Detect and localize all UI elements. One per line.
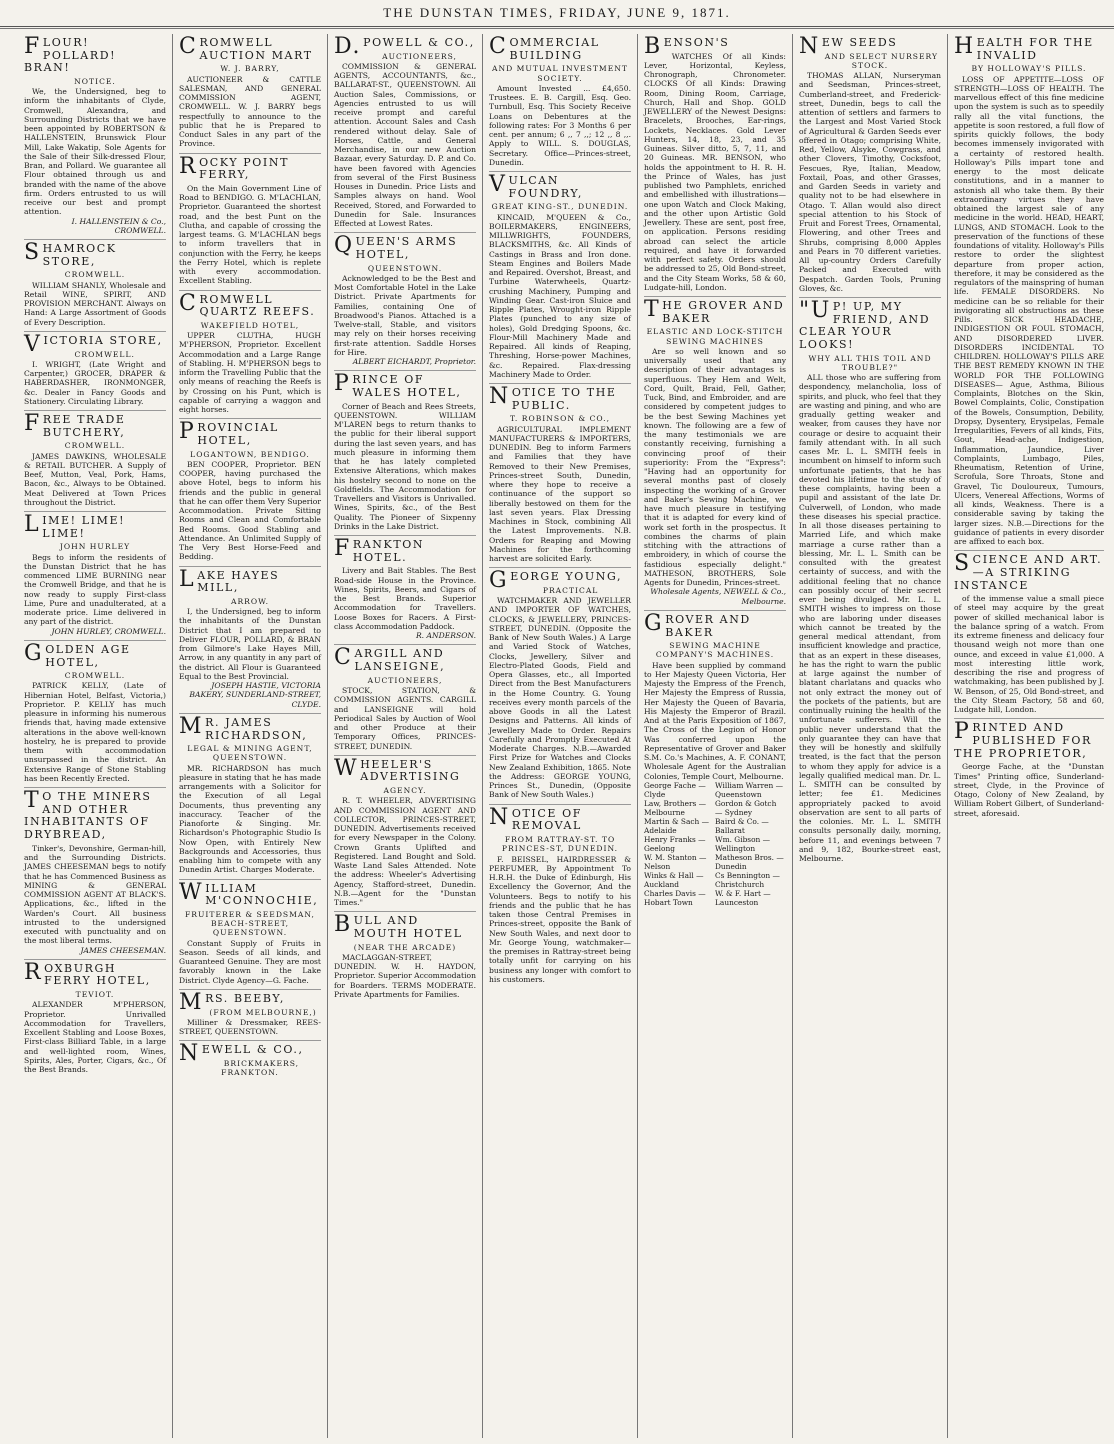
advertisement (489, 172, 631, 384)
ad-subheading: QUEENSTOWN. (367, 263, 443, 273)
column-3 (328, 34, 483, 1438)
advertisement (489, 805, 631, 988)
ad-heading: NOTICE TO THE PUBLIC. (489, 384, 617, 412)
ad-heading: WILLIAM M'CONNOCHIE, (179, 879, 319, 908)
ad-heading: BENSON'S (644, 34, 730, 59)
advertisement (179, 291, 321, 420)
advertisement (954, 551, 1104, 719)
ad-body: WATCHES Of all Kinds: Lever, Horizontal, Keyless, Chronograph, Chronometer. CLOCKS Of all Kinds: Drawing Room, Dining Room, Carriage, Church, Hall and Shop. GOLD JEWELLERY of the Newest Designs: Bracelets, Brooches, Ear-rings, Lockets, Necklaces. Gold Lever Hunters, 14, 18, 23, and 35 Guineas. Silver ditto, 5, 7, 11, and 20 Guineas. MR. BENSON, who holds the appointment to H. R. H. the Prince of Wales, has just published two Pamphlets, enriched and embellished with illustrations—one upon Watch and Clock Making, and the other upon Artistic Gold Jewellery. These are sent, post free, on application. Persons residing abroad can select the article required, and have it forwarded with perfect safety. Orders should be addressed to 25, Old Bond-street, and the City Steam Works, 58 & 60, Ludgate-hill, London. (644, 51, 786, 292)
advertisement (334, 912, 476, 1003)
ad-subheading: NOTICE. (74, 76, 116, 86)
column-2 (173, 34, 328, 1438)
ad-subheading: FRUITERER & SEEDSMAN, BEACH-STREET, QUEENSTOWN. (185, 909, 315, 938)
ad-signature: JOHN HURLEY, CROMWELL. (51, 626, 166, 636)
ad-subheading: (NEAR THE ARCADE) (353, 942, 457, 952)
ad-subheading: TEVIOT. (75, 990, 115, 1000)
ad-body: ALL those who are suffering from despondency, melancholia, loss of spirits, and pluck, who feel that they are wasting and pining, and who are gradually getting weaker and weaker, from causes they have nor courage or desire to acquaint their family attendant with. In all such cases Mr. L. L. SMITH feels in incumbent on himself to inform such unfortunate patients, that he has devoted his lifetime to the study of these complaints, having been a pupil and assistant of the late Dr. Culverwell, of London, who made these diseases his special practice. In all those diseases pertaining to Married Life, and which make marriage a curse rather than a blessing, Mr. L. L. Smith can be consulted with the greatest certainty of success, and with the additional feeling that no chance can possibly occur of their secret ever being divulged. Mr. L. L. SMITH wishes to impress on those who are laboring under diseases which cannot be treated by the general medical attendant, from insufficient knowledge and practice, that as an expert in these diseases, he has the right to warn the public at large against the number of blatant charlatans and quacks who not only extract the money out of the pockets of the patients, but are continually ruining the health of the unfortunate sufferers. Will the public never understand that the only guarantee they can have that they will be honestly and skilfully treated, is the fact that the person to whom they apply for advice is a legally qualified medical man. Dr. L. L. SMITH can be consulted by letter; fee £1. Medicines appropriately packed to avoid observation are sent to all parts of the colonies. Mr. L. L. SMITH consults personally daily, morning, before 11, and evenings between 7 and 9, 182, Bourke-street east, Melbourne. (799, 373, 941, 864)
ad-signature: ALBERT EICHARDT, Proprietor. (352, 357, 476, 367)
ad-body: Amount Invested ... £4,650. Trustees. E. B. Cargill, Esq. Geo. Turnbull, Esq. This Society Receive Loans on Debentures at the following rates: For 3 Months 6 per cent. per annum; 6 ,, 7 ,,; 12 ,, 8 ,,. Apply to WILL. S. DOUGLAS, Secretary. Office—Princes-street, Dunedin. (489, 83, 631, 167)
ad-subheading: FROM RATTRAY-ST. TO PRINCES-ST, DUNEDIN. (501, 835, 619, 854)
ad-subheading: LEGAL & MINING AGENT, QUEENSTOWN. (187, 744, 313, 763)
masthead: THE DUNSTAN TIMES, FRIDAY, JUNE 9, 1871. (0, 0, 1114, 27)
ad-heading: GROVER AND BAKER (644, 610, 751, 639)
retail-agent: Law, Brothers — Melbourne (644, 799, 707, 818)
advertisement (24, 960, 166, 1079)
advertisement (489, 384, 631, 568)
ad-subheading: AND MUTUAL INVESTMENT SOCIETY. (492, 64, 628, 83)
retail-agent: W. M. Stanton — Nelson (644, 853, 707, 872)
retail-agent: Gordon & Gotch — Sydney (715, 799, 777, 818)
ad-heading: PRINTED AND PUBLISHED FOR THE PROPRIETOR, (954, 719, 1092, 760)
retail-agents-list (644, 781, 786, 907)
advertisement (954, 34, 1104, 551)
advertisement (179, 154, 321, 291)
ad-heading: SCIENCE AND ART.—A STRIKING INSTANCE (954, 551, 1103, 592)
ad-heading: VICTORIA STORE, (24, 331, 163, 357)
ad-subheading: PRACTICAL (542, 585, 599, 595)
ad-heading: LAKE HAYES MILL, (179, 566, 280, 595)
ad-heading: NEW SEEDS (799, 34, 898, 59)
ad-subheading: WHY ALL THIS TOIL AND TROUBLE?" (808, 353, 932, 372)
ad-subheading: CROMWELL. (74, 349, 135, 359)
ad-heading: NEWELL & CO., (179, 1041, 304, 1067)
ad-subheading: ELASTIC AND LOCK-STITCH SEWING MACHINES (646, 327, 784, 346)
ad-body: Livery and Bait Stables. The Best Road-side House in the Province. Wines, Spirits, Beers, and Cigars of the Best Brands. Superior Accommodation for Travellers. Loose Boxes for Racers. A First-class Accommodation Paddock. (334, 566, 476, 631)
ad-heading: D.POWELL & CO., (334, 34, 475, 59)
advertisement (334, 536, 476, 645)
ad-heading: GEORGE YOUNG, (489, 568, 623, 594)
ad-subheading: LOGANTOWN, BENDIGO. (190, 449, 310, 459)
ad-body: JAMES DAWKINS, WHOLESALE & RETAIL BUTCHER. A Supply of Beef, Mutton, Veal, Pork, Hams, Bacon, &c., Always to be Obtained. Meat Delivered at Town Prices throughout the District. (24, 451, 166, 507)
advertisement (799, 298, 941, 867)
ad-body: WATCHMAKER AND JEWELLER AND IMPORTER OF WATCHES, CLOCKS, & JEWELLERY, PRINCES-STREET, DUNEDIN. (Opposite the Bank of New South Wales.) A Large and Varied Stock of Watches, Clocks, Jewellery, Silver and Electro-Plated Goods, Field and Opera Glasses, etc., all Imported Direct from the Best Manufacturers in the Home Country. G. Young receives every month parcels of the above Goods in all the Latest Designs and Patterns. All kinds of Jewellery Made to Order. Repairs Carefully and Promptly Executed At Moderate Charges. N.B.—Awarded First Prize for Watches and Clocks New Zealand Exhibition, 1865. Note the Address: GEORGE YOUNG, Princes St., Dunedin, (Opposite Bank of New South Wales.) (489, 596, 631, 800)
ad-heading: GOLDEN AGE HOTEL, (24, 640, 131, 669)
ad-heading: CROMWELL AUCTION MART (179, 34, 313, 62)
ad-body: MACLAGGAN-STREET, DUNEDIN. W. H. HAYDON, Proprietor. Superior Accommodation for Boarders. TERMS MODERATE. Private Apartments for Families. (334, 952, 476, 999)
ad-heading: VULCAN FOUNDRY, (489, 172, 583, 200)
retail-agent: Matheson Bros. — Dunedin (715, 853, 784, 872)
ad-subheading: AUCTIONEERS, (367, 675, 443, 685)
advertisement (799, 34, 941, 298)
ad-subheading: ARROW. (230, 596, 270, 606)
advertisement (179, 1041, 321, 1082)
ad-heading: LIME! LIME! LIME! (24, 512, 126, 540)
ad-heading: COMMERCIAL BUILDING (489, 34, 600, 62)
ad-body: AGRICULTURAL IMPLEMENT MANUFACTURERS & IMPORTERS, DUNEDIN. Beg to inform Farmers and Families that they have Removed to their New Premises, Princes-street South, Dunedin, where they hope to receive a continuance of the support so liberally bestowed on them for the last seven years. Flax Dressing Machines in Stock, combining All the Latest Improvements. N.B. Orders for Reaping and Mowing Machines for the forthcoming harvest are solicited Early. (489, 424, 631, 564)
ad-subheading: JOHN HURLEY (59, 542, 131, 552)
advertisement (179, 880, 321, 990)
ad-body: BEN COOPER, Proprietor. BEN COOPER, having purchased the above Hotel, begs to inform his friends and the public in general that he can offer them Very Superior Accommodation. Private Sitting Rooms and Clean and Comfortable Bed Rooms. Good Stabling and Attendance. An Unlimited Supply of The Very Best Horse-Feed and Bedding. (179, 459, 321, 562)
retail-agent: Baird & Co. — Ballarat (715, 817, 769, 836)
ad-subheading: (FROM MELBOURNE,) (209, 1007, 317, 1017)
advertisement (334, 645, 476, 755)
ad-heading: PROVINCIAL HOTEL, (179, 419, 279, 447)
column-5 (638, 34, 793, 1438)
advertisement (644, 297, 786, 611)
advertisement (179, 714, 321, 880)
ad-body: LOSS OF APPETITE—LOSS OF STRENGTH—LOSS OF HEALTH. The marvellous effect of this fine medicine upon the system is such as to speedily rally all the vital functions, the appetite is soon restored, a full flow of spirits quickly follows, the body becomes immensely invigorated with a certainty of restored health. Holloway's Pills impart tone and energy to the most delicate constitutions, and in a manner to astonish all who take them. By their extraordinary virtues they have obtained the largest sale of any medicine in the world. HEAD, HEART, LUNGS, AND STOMACH. Look to the preservation of the functions of these foundations of vitality. Holloway's Pills restore to order the slightest departure from proper action, therefore, it may be considered as the regulators of the mainspring of human life. FEMALE DISORDERS. No medicine can be so reliable for their invigorating all obstructions as these Pills. SICK HEADACHE, INDIGESTION OR FOUL STOMACH, AND DISORDERED LIVER. DISORDERS INCIDENTAL TO CHILDREN. HOLLOWAY'S PILLS ARE THE BEST REMEDY KNOWN IN THE WORLD FOR THE FOLLOWING DISEASES— Ague, Asthma, Bilious Complaints, Blotches on the Skin, Bowel Complaints, Colic, Constipation of the Bowels, Consumption, Debility, Dropsy, Dysentery, Erysipelas, Female Irregularities, Fevers of all kinds, Fits, Gout, Head-ache, Indigestion, Inflammation, Jaundice, Liver Complaints, Lumbago, Piles, Rheumatism, Retention of Urine, Scrofula, Sore Throats, Stone and Gravel, Tic Douloureux, Tumours, Ulcers, Venereal Affections, Worms of all kinds, Weakness. There is a considerable saving by taking the larger sizes. N.B.—Directions for the guidance of patients in every disorder are affixed to each box. (954, 74, 1104, 547)
advertisement (489, 34, 631, 172)
advertisement (644, 34, 786, 297)
ad-body: STOCK, STATION, & COMMISSION AGENTS. CARGILL and LANSEIGNE will hold Periodical Sales by Auction of Wool and other Produce at their Temporary Offices, PRINCES-STREET, DUNEDIN. (334, 686, 476, 751)
advertisement (179, 990, 321, 1041)
ad-heading: "UP! UP, MY FRIEND, AND CLEAR YOUR LOOKS! (799, 298, 931, 352)
advertisement (24, 34, 166, 240)
ad-heading: QUEEN'S ARMS HOTEL, (334, 233, 458, 262)
retail-agent: Winks & Hall — Auckland (644, 871, 704, 890)
ad-heading: MR. JAMES RICHARDSON, (179, 713, 308, 742)
column-6 (793, 34, 948, 1438)
advertisement (334, 34, 476, 233)
advertisement (644, 611, 786, 911)
ad-subheading: WAKEFIELD HOTEL, (200, 320, 300, 330)
ad-subheading: BRICKMAKERS, FRANKTON. (221, 1059, 300, 1078)
ad-body: R. T. WHEELER, ADVERTISING AND COMMISSION AGENT AND COLLECTOR, PRINCES-STREET, DUNEDIN. Advertisements received for every Newspaper in the Colony. Crown Grants Uplifted and Registered. Land Bought and Sold. Waste Land Sales Attended. Note the address: Wheeler's Advertising Agency, Stafford-street, Dunedin. N.B.—Agent for the "Dunstan Times." (334, 796, 476, 908)
columns (18, 34, 1108, 1438)
advertisement (954, 719, 1104, 821)
retail-agent: Martin & Sach — Adelaide (644, 817, 709, 836)
retail-agent: George Fache — Clyde (644, 780, 706, 799)
ad-body: Acknowledged to be the Best and Most Comfortable Hotel in the Lake District. Private Apartments for Families, containing One of Broadwood's Pianos. Attached is a Twelve-stall, Stable, and visitors may rely on their horses receiving first-rate attention. Saddle Horses for Hire. (334, 273, 476, 357)
ad-signature: R. ANDERSON. (415, 631, 476, 641)
ad-body: PATRICK KELLY, (Late of Hibernian Hotel, Belfast, Victoria,) Proprietor. P. KELLY has much pleasure in informing his numerous friends that, having made extensive alterations in the above well-known hostelry, he is prepared to provide them with accommodation unsurpassed in the district. An Extensive Range of Stone Stabling has been Recently Erected. (24, 681, 166, 783)
ad-body: AUCTIONEER & CATTLE SALESMAN, AND GENERAL COMMISSION AGENT, CROMWELL. W. J. BARRY begs respectfully to announce to the public that he is Prepared to Conduct Sales in any part of the Province. (179, 74, 321, 149)
advertisement (24, 240, 166, 332)
ad-body: On the Main Government Line of Road to BENDIGO. G. M'LACHLAN, Proprietor. Guaranteed the shortest road, and the best Punt on the Clutha, and capable of crossing the largest teams. G. M'LACHLAN begs to inform travellers that in conjunction with the Ferry, he keeps the Ferry Hotel, which is replete with every accommodation. Excellent Stabling. (179, 183, 321, 286)
column-1 (18, 34, 173, 1438)
ad-heading: HEALTH FOR THE INVALID (954, 34, 1094, 62)
ad-body: MR. RICHARDSON has much pleasure in stating that he has made arrangements with a Solicitor for the Execution of all Legal Documents, thus preventing any inaccuracy. Teacher of the Pianoforte & Singing. Mr. Richardson's Photographic Studio Is Now Open, with Entirely New Backgrounds and Accessories, thus enabling him to compete with any Dunedin Artist. Charges Moderate. (179, 763, 321, 875)
ad-body: Constant Supply of Fruits in Season. Seeds of all kinds, and Guaranteed Genuine. They are most favorably known in the Lake District. Clyde Agency—G. Fache. (179, 938, 321, 985)
ad-body: George Fache, at the "Dunstan Times" Printing office, Sunderland-street, Clyde, in the Province of Otago, Colony of New Zealand, by William Robert Gilbert, of Sunderland-street, aforesaid. (954, 762, 1104, 818)
advertisement (24, 512, 166, 641)
ad-heading: FLOUR! POLLARD! BRAN! (24, 34, 117, 75)
ad-body: ALEXANDER M'PHERSON, Proprietor. Unrivalled Accommodation for Travellers, Excellent Stabling and Loose Boxes, First-class Billiard Table, in a large and well-lighted room, Wines, Spirits, Ales, Porter, Cigars, &c., Of the Best Brands. (24, 1000, 166, 1075)
ad-subheading: CROMWELL. (64, 270, 126, 280)
ad-heading: CARGILL AND LANSEIGNE, (334, 645, 446, 674)
ad-body: THOMAS ALLAN, Nurseryman and Seedsman, Princes-street, Cumberland-street, and Frederick-street, Dunedin, begs to call the attention of settlers and farmers to the Largest and Most Varied Stock of Agricultural & Garden Seeds ever offered in Otago; comprising White, Red, Yellow, Alsyke, Cowgrass, and other Clovers, Timothy, Cocksfoot, Fescues, Rye, Italian, Meadow, Foxtail, Poas, and other Grasses, and Garden Seeds in variety and quality not to be had elsewhere in Otago. T. Allan would also direct special attention to his Stock of Fruit and Forest Trees, Ornamental, Flowering, and other Trees and Shrubs, comprising 8,000 Apples and Pears in 70 different varieties. All up-country Orders Carefully Packed and Executed with Despatch. Garden Tools, Pruning Gloves, &c. (799, 71, 941, 293)
ad-heading: MRS. BEEBY, (179, 989, 285, 1015)
ad-body: Tinker's, Devonshire, German-hill, and the Surrounding Districts. JAMES CHEESEMAN begs to notify that he has Commenced Business as MINING & GENERAL COMMISSION AGENT AT BLACK'S. Applications, &c., lifted in the Warden's Court. All business intrusted to the undersigned executed with punctuality and on the most liberal terms. (24, 843, 166, 946)
retail-agent: Charles Davis — Hobart Town (644, 889, 706, 908)
ad-heading: THE GROVER AND BAKER (644, 297, 785, 325)
ad-subheading: W. J. BARRY, (220, 64, 280, 74)
advertisement (24, 332, 166, 411)
ad-signature: JAMES CHEESEMAN. (80, 945, 166, 955)
ad-subheading: AGENCY. (383, 786, 427, 796)
advertisement (24, 788, 166, 960)
ad-subheading: GREAT KING-ST., DUNEDIN. (491, 202, 629, 212)
ad-body: I. WRIGHT, (Late Wright and Carpenter,) GROCER, DRAPER & HABERDASHER, IRONMONGER, &c. Dealer in Fancy Goods and Stationery. Circulating Library. (24, 359, 166, 406)
ad-heading: TO THE MINERS AND OTHER INHABITANTS OF DRYBREAD, (24, 788, 152, 842)
ad-body: We, the Undersigned, beg to inform the inhabitants of Clyde, Cromwell, Alexandra, and Surrounding Districts that we have been appointed by ROBERTSON & HALLENSTEIN, Brunswick Flour Mill, Lake Wakatip, Sole Agents for the Sale of their Silk-dressed Flour, Bran, and Pollard. We guarantee all Flour obtained through us and branded with the name of the above firm. Orders entrusted to us will receive our best and prompt attention. (24, 87, 166, 217)
ad-signature: JOSEPH HASTIE, VICTORIA BAKERY, SUNDERLAND-STREET, CLYDE. (189, 681, 321, 709)
ad-body: UPPER CLUTHA, HUGH M'PHERSON, Proprietor. Excellent Accommodation and a Large Range of Stabling. H. M'PHERSON begs to inform the Travelling Public that the only means of reaching the Reefs is by Crossing on his Punt, which is capable of carrying a waggon and eight horses. (179, 331, 321, 415)
ad-subheading: AND SELECT NURSERY STOCK. (824, 51, 939, 70)
retail-agent: Henry Franks — Geelong (644, 835, 706, 854)
ad-subheading: CROMWELL. (64, 441, 126, 451)
ad-heading: NOTICE OF REMOVAL (489, 804, 582, 833)
column-7 (948, 34, 1110, 1438)
retail-agent: W. & F. Hart — Launceston (715, 889, 771, 908)
ad-heading: ROXBURGH FERRY HOTEL, (24, 959, 151, 988)
ad-heading: WHEELER'S ADVERTISING (334, 755, 461, 784)
advertisement (179, 419, 321, 566)
ad-heading: SHAMROCK STORE, (24, 240, 117, 268)
ad-heading: FRANKTON HOTEL. (334, 536, 425, 564)
advertisement (489, 568, 631, 804)
ad-subheading: T. ROBINSON & CO., (509, 414, 611, 424)
ad-body: Have been supplied by command to Her Majesty Queen Victoria, Her Majesty the Empress of the French, Her Majesty the Empress of Russia, Her Majesty the Queen of Bavaria, His Majesty the Emperor of Brazil. And at the Paris Exposition of 1867, The Cross of the Legion of Honor Was conferred upon the Representative of Grover and Baker S.M. Co.'s Machines, A. F. CONANT, Wholesale Agent for the Australian Colonies, Temple Court, Melbourne. (644, 660, 786, 781)
advertisement (179, 567, 321, 714)
column-4 (483, 34, 638, 1438)
ad-body: of the immense value a small piece of steel may acquire by the great power of skilled mechanical labor is the balance spring of a watch. From its extreme fineness and delicacy four thousand weigh not more than one ounce, and exceed in value £1,000. A most interesting little work, describing the rise and progress of watchmaking, has been published by J. W. Benson, of 25, Old Bond-street, and the City Steam Factory, 58 and 60, Ludgate hill, London. (954, 594, 1104, 715)
ad-subheading: BY HOLLOWAY'S PILLS. (971, 64, 1087, 74)
ad-heading: FREE TRADE BUTCHERY, (24, 411, 126, 439)
ad-heading: BULL AND MOUTH HOTEL (334, 912, 463, 940)
advertisement (334, 233, 476, 371)
advertisement (24, 641, 166, 788)
ad-heading: CROMWELL QUARTZ REEFS. (179, 290, 316, 319)
retail-agent: William Warren — Queenstown (715, 780, 783, 799)
advertisement (24, 411, 166, 512)
ad-body: WILLIAM SHANLY, Wholesale and Retail WINE, SPIRIT, AND PROVISION MERCHANT. Always on Hand: A Large Assortment of Goods of Every Description. (24, 280, 166, 327)
ad-body: I, the Undersigned, beg to inform the inhabitants of the Dunstan District that I am prepared to Deliver FLOUR, POLLARD, & BRAN from Gilmore's Lake Hayes Mill, Arrow, in any quantity in any part of the district. All Flour is Guaranteed Equal to the Best Provincial. (179, 607, 321, 681)
ad-body: COMMISSION & GENERAL AGENTS, ACCOUNTANTS, &c., BALLARAT-ST., QUEENSTOWN. All Auction Sales, Commissions, or Agencies entrusted to us will receive prompt and careful attention. Account Sales and Cash rendered without delay. Sale of Horses, Cattle, and General Merchandise, in our new Auction Bazaar, every Saturday. D. P. and Co. have been favored with Agencies from several of the First Business Houses in Dunedin. Price Lists and Samples always on hand. Wool Received, Stored, and Forwarded to Dunedin for Sale. Insurances Effected at Lowest Rates. (334, 61, 476, 229)
ad-heading: PRINCE OF WALES HOTEL, (334, 371, 462, 400)
ad-body: Milliner & Dressmaker, REES-STREET, QUEENSTOWN. (179, 1017, 321, 1037)
ad-signature: Wholesale Agents, NEWELL & Co., Melbourne. (650, 587, 786, 606)
advertisement (179, 34, 321, 154)
ad-subheading: AUCTIONEERS, (382, 51, 457, 61)
ad-body: Begs to inform the residents of the Dunstan District that he has commenced LIME BURNING near the Cromwell Bridge, and that he is now ready to supply First-class Lime, Pure and unadulterated, at a moderate price. Lime delivered in any part of the district. (24, 552, 166, 627)
ad-subheading: SEWING MACHINE COMPANY'S MACHINES. (655, 641, 775, 660)
ad-body: F. BEISSEL, HAIRDRESSER & PERFUMER, By Appointment To H.R.H. the Duke of Edinburgh, His Excellency the Governor, And the Volunteers. Begs to notify to his friends and the public that he has taken those Central Premises in Princes-street, opposite the Bank of New South Wales, and next door to Mr. George Young, watchmaker—the premises in Rattray-street being totally unfit for carrying on his business any longer with comfort to his customers. (489, 854, 631, 984)
retail-agent: Wm. Gibson — Wellington (715, 835, 771, 854)
ad-body: Corner of Beach and Rees Streets, QUEENSTOWN. WILLIAM M'LAREN begs to return thanks to the public for their liberal support during the last seven years, and has much pleasure in informing them that he has lately completed Extensive Alterations, which makes his hostelry second to none on the Goldfields. The Accommodation for Travellers and Visitors is Unrivalled. Wines, Spirits, &c., of the Best Quality. The Pioneer of Sixpenny Drinks in the Lake District. (334, 401, 476, 531)
ad-subheading: CROMWELL. (64, 671, 126, 681)
advertisement (334, 756, 476, 913)
ad-heading: ROCKY POINT FERRY, (179, 153, 290, 182)
ad-signature: I. HALLENSTEIN & Co., CROMWELL. (71, 216, 166, 235)
advertisement (334, 371, 476, 536)
retail-agent: Cs Bennington — Christchurch (715, 871, 780, 890)
ad-body: KINCAID, M'QUEEN & Co., BOILERMAKERS, ENGINEERS, MILLWRIGHTS, FOUNDERS, BLACKSMITHS, &c. All Kinds of Castings in Brass and Iron done. Steam Engines and Boilers Made and Repaired. Overshot, Breast, and Turbine Waterwheels, Quartz-crushing Machinery, Pumping and Winding Gear. Cast-iron Sluice and Ripple Plates, Wrought-iron Ripple Plates (punched to any size of holes), Gold Dredging Spoons, &c. Flour-Mill Machinery Made and Repaired. All kinds of Reaping, Threshing, Horse-power Machines, &c. Repaired. Flax-dressing Machinery Made to Order. (489, 212, 631, 379)
ad-body: Are so well known and so universally used that any description of their advantages is superfluous. They Hem and Welt, Cord, Quilt, Braid, Fell, Gather, Tuck, Bind, and Embroider, and are considered by competent judges to be the best Sewing Machines yet known. The following are a few of the many testimonials we are constantly receiving, furnishing a convincing proof of their superiority: From the "Express": "Having had an opportunity for several months past of closely inspecting the working of a Grover and Baker's Sewing Machine, we have much pleasure in testifying that it is adapted for every kind of work set forth in the prospectus. It combines the charms of plain stitching with the attractions of embroidery, in which of course the fastidious especially delight." MATHESON, BROTHERS, Sole Agents for Dunedin, Princes-street. (644, 346, 786, 588)
